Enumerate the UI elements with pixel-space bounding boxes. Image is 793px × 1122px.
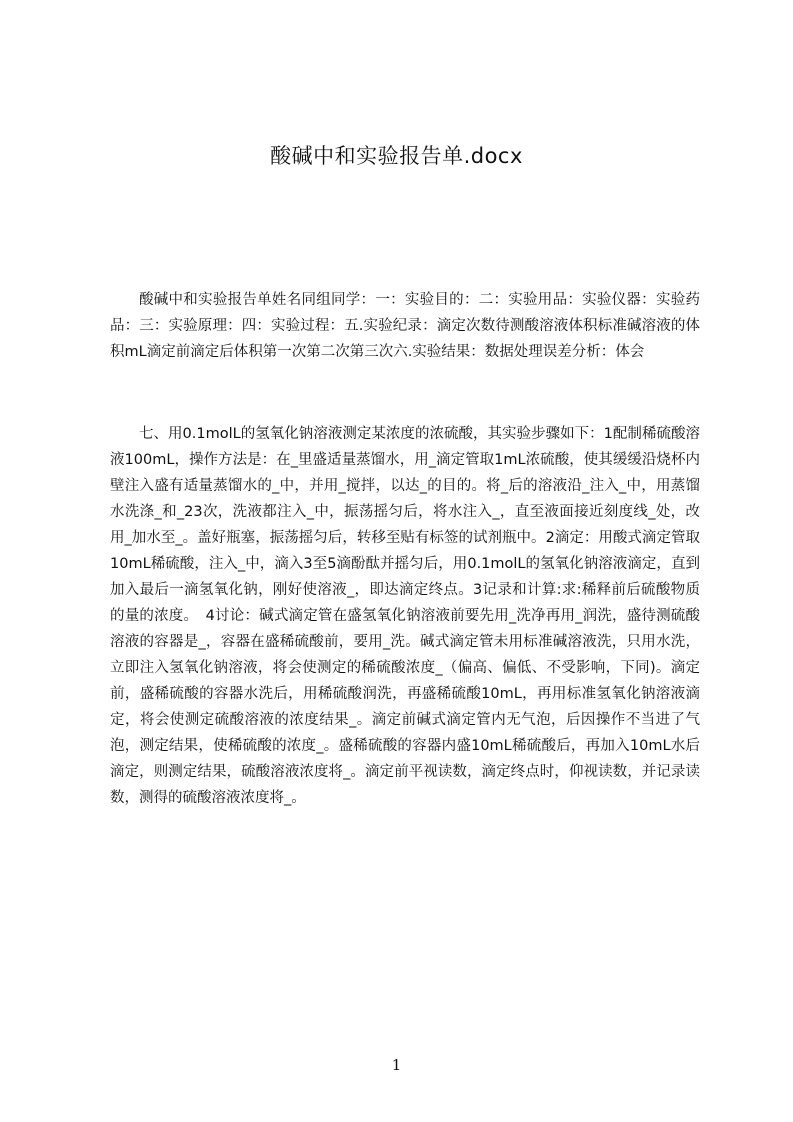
report-form-paragraph: 酸碱中和实验报告单姓名同组同学：一：实验目的：二：实验用品：实验仪器：实验药品：三：实验原理：四：实验过程：五.实验纪录：滴定次数待测酸溶液体积标准碱溶液的体积mL滴定前滴定后体积第一次第二次第三次六.实验结果：数据处理误差分析：体会 [110,292,700,360]
experiment-question-paragraph: 七、用0.1molL的氢氧化钠溶液测定某浓度的浓硫酸，其实验步骤如下：1配制稀硫酸溶液100mL，操作方法是：在_里盛适量蒸馏水，用_滴定管取1mL浓硫酸，使其缓缓沿烧杯内壁注入盛有适量蒸馏水的_中，并用_搅拌，以达_的目的。将_后的溶液沿_注入_中，用蒸馏水洗涤_和_23次，洗液都注入_中，振荡摇匀后，将水注入_，直至液面接近刻度线_处，改用_加水至_。盖好瓶塞，振荡摇匀后，转移至贴有标签的试剂瓶中。2滴定：用酸式滴定管取10mL稀硫酸，注入_中，滴入3至5滴酚酞并摇匀后，用0.1molL的氢氧化钠溶液滴定，直到加入最后一滴氢氧化钠，刚好使溶液_，即达滴定终点。3记录和计算:求:稀释前后硫酸物质的量的浓度。 4讨论：碱式滴定管在盛氢氧化钠溶液前要先用_洗净再用_润洗，盛待测硫酸溶液的容器是_，容器在盛稀硫酸前，要用_洗。碱式滴定管未用标准碱溶液洗，只用水洗，立即注入氢氧化钠溶液，将会使测定的稀硫酸浓度_（偏高、偏低、不受影响，下同)。滴定前，盛稀硫酸的容器水洗后，用稀硫酸润洗，再盛稀硫酸10mL，再用标准氢氧化钠溶液滴定，将会使测定硫酸溶液的浓度结果_。滴定前碱式滴定管内无气泡，后因操作不当进了气泡，测定结果，使稀硫酸的浓度_。盛稀硫酸的容器内盛10mL稀硫酸后，再加入10mL水后滴定，则测定结果，硫酸溶液浓度将_。滴定前平视读数，滴定终点时，仰视读数，并记录读数，测得的硫酸溶液浓度将_。 [110,426,700,806]
page-number: 1 [391,1056,402,1074]
document-title: 酸碱中和实验报告单.docx [270,144,523,168]
